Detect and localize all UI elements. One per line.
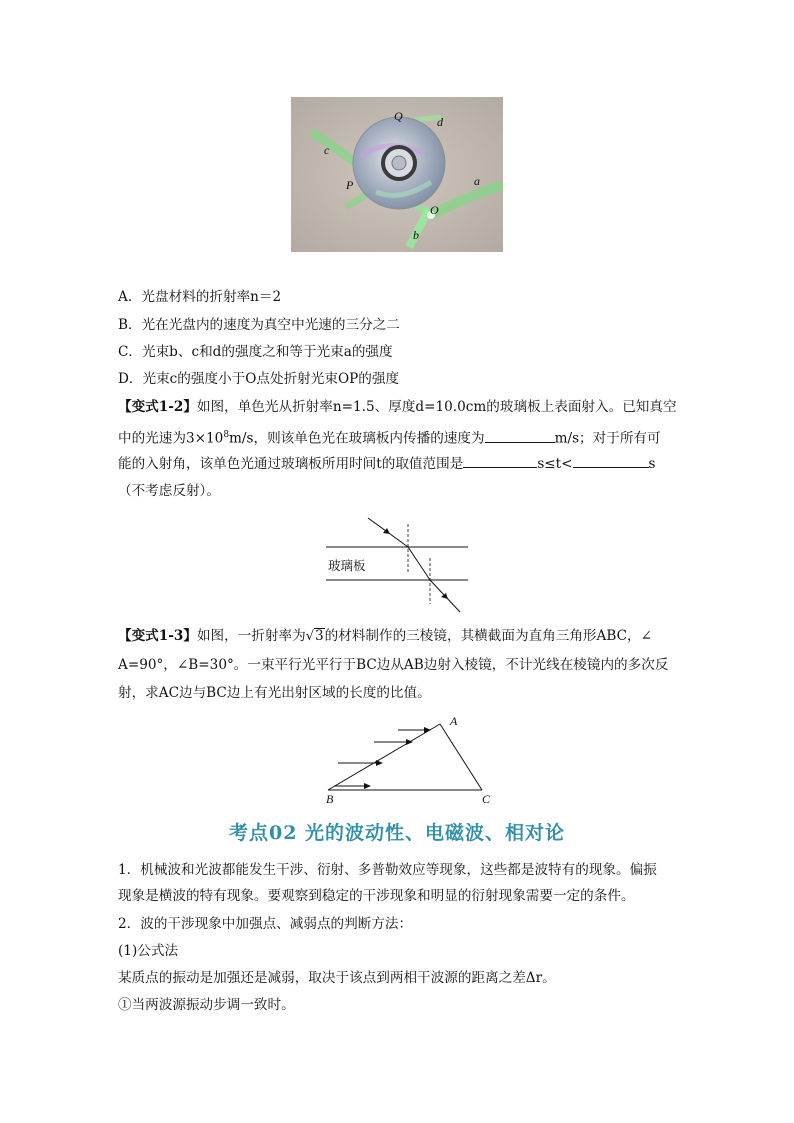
body-p2: 2．波的干涉现象中加强点、减弱点的判断方法： [118, 916, 413, 932]
variant13-line2: A=90°，∠B=30°。一束平行光平行于BC边从AB边射入棱镜，不计光线在棱镜内的多次反 [118, 657, 669, 673]
variant12-line4: （不考虑反射）。 [118, 483, 220, 499]
sqrt-value: 3 [314, 628, 324, 644]
body-p1a: 1．机械波和光波都能发生干涉、衍射、多普勒效应等现象，这些都是波特有的现象。偏振 [118, 862, 657, 878]
variant13-line3: 射，求AC边与BC边上有光出射区域的长度的比值。 [118, 685, 431, 701]
vertex-c-label: C [482, 792, 491, 806]
label-P: P [346, 178, 354, 192]
answer-blank-tmin[interactable] [463, 453, 537, 468]
variant12-tag: 【变式1-2】 [118, 399, 197, 415]
glass-plate-figure [322, 512, 472, 616]
label-Q: Q [394, 109, 403, 123]
answer-blank-tmax[interactable] [573, 453, 649, 468]
variant12-line2 [118, 425, 661, 449]
body-p3: (1)公式法 [118, 943, 179, 959]
vertex-a-label: A [450, 714, 458, 728]
variant12-text2c: m/s；对于所有可 [554, 430, 661, 447]
option-c: C．光束b、c和d的强度之和等于光束a的强度 [118, 344, 393, 360]
body-p1b: 现象是横波的特有现象。要观察到稳定的干涉现象和明显的衍射现象需要一定的条件。 [118, 888, 635, 904]
prism-figure [318, 712, 498, 804]
variant12-line1 [118, 397, 677, 417]
variant13-text1b: 的材料制作的三棱镜，其横截面为直角三角形ABC，∠ [324, 628, 652, 644]
variant13-tag: 【变式1-3】 [118, 628, 197, 644]
glass-plate-label: 玻璃板 [328, 558, 366, 573]
label-a: a [474, 174, 480, 188]
variant12-sup: 8 [223, 430, 230, 440]
variant12-text3c: s [648, 456, 656, 472]
label-d: d [437, 115, 443, 129]
variant12-text1: 如图，单色光从折射率n=1.5、厚度d=10.0cm的玻璃板上表面射入。已知真空 [196, 399, 677, 415]
variant12-text3a: 能的入射角，该单色光通过玻璃板所用时间t的取值范围是 [118, 456, 464, 472]
option-d: D．光束c的强度小于O点处折射光束OP的强度 [118, 371, 400, 387]
body-p4: 某质点的振动是加强还是减弱，取决于该点到两相干波源的距离之差Δr。 [118, 970, 556, 986]
variant12-line3 [118, 453, 656, 474]
answer-blank-speed[interactable] [485, 428, 555, 443]
option-a: A．光盘材料的折射率n＝2 [118, 289, 282, 305]
section-heading: 考点02 光的波动性、电磁波、相对论 [228, 822, 566, 844]
vertex-b-label: B [326, 792, 334, 806]
variant12-text3b: s≤t< [537, 456, 573, 472]
option-b: B．光在光盘内的速度为真空中光速的三分之二 [118, 317, 400, 333]
label-b: b [413, 228, 419, 242]
body-p5: ①当两波源振动步调一致时。 [118, 997, 295, 1013]
cd-photo [291, 97, 503, 252]
variant12-text2b: m/s，则该单色光在玻璃板内传播的速度为 [229, 430, 485, 447]
variant13-text1a: 如图，一折射率为 [196, 628, 306, 644]
variant12-text2a: 中的光速为3×10 [118, 430, 224, 447]
variant13-line1: 【变式1-3】如图，一折射率为√3的材料制作的三棱镜，其横截面为直角三角形ABC，∠ [118, 628, 652, 644]
label-O: O [430, 203, 439, 217]
label-c: c [324, 143, 330, 157]
